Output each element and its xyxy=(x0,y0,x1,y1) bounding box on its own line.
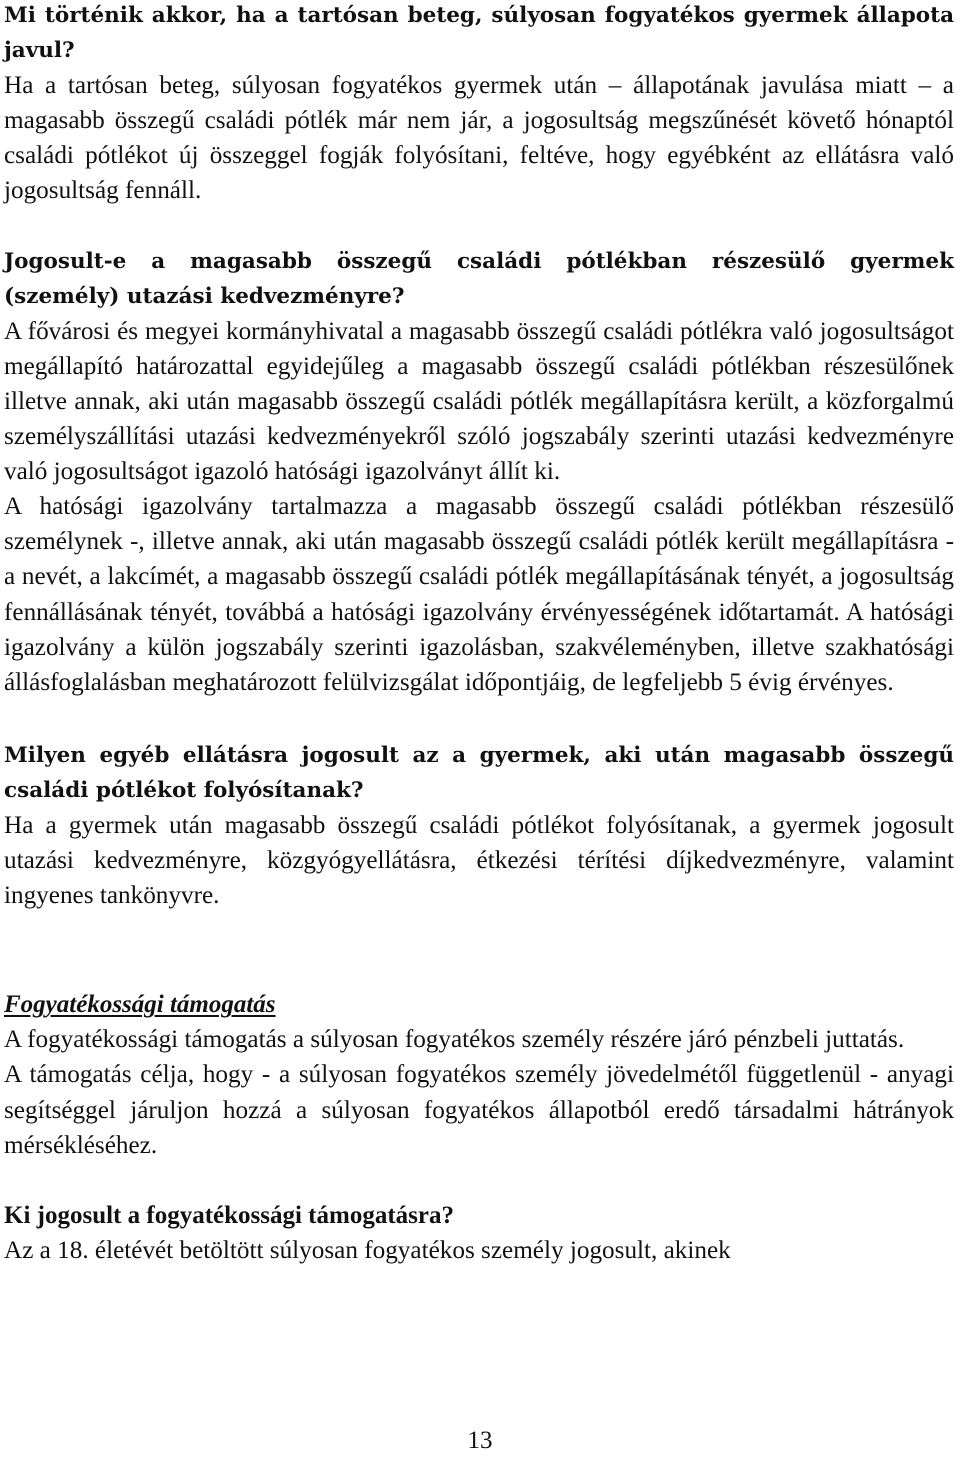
spacer xyxy=(4,209,954,244)
paragraph: A fogyatékossági támogatás a súlyosan fogyatékos személy részére járó pénzbeli juttatás. xyxy=(4,1026,905,1054)
paragraph: Ha a tartósan beteg, súlyosan fogyatékos gyermek után – állapotának javulása miatt – a magasabb összegű családi pótlék már nem jár, a jogosultság megszűnését követő hónaptól családi pótlékot új összeggel fogják folyósítani, feltéve, hogy egyébként az ellátásra való jogosultság fennáll. xyxy=(4,72,954,205)
paragraph: Ha a gyermek után magasabb összegű családi pótlékot folyósítanak, a gyermek jogosult utazási kedvezményre, közgyógyellátásra, étkezési térítési díjkedvezményre, valamint ingyenes tankönyvre. xyxy=(4,811,954,910)
section-condition-improves xyxy=(4,0,954,209)
section-who-is-eligible xyxy=(4,1198,954,1268)
section-disability-support xyxy=(4,987,954,1162)
section-heading: Mi történik akkor, ha a tartósan beteg, súlyosan fogyatékos gyermek állapota javul? xyxy=(4,3,954,64)
paragraph: Az a 18. életévét betöltött súlyosan fogyatékos személy jogosult, akinek xyxy=(4,1236,731,1264)
spacer xyxy=(4,700,954,738)
page-number: 13 xyxy=(467,1427,493,1454)
paragraph: A hatósági igazolvány tartalmazza a magasabb összegű családi pótlékban részesülő személynek -, illetve annak, aki után magasabb összegű családi pótlék került megállapításra - a nevét, a lakcímét, a magasabb összegű családi pótlék megállapításának tényét, a jogosultság fennállásának tényét, továbbá a hatósági igazolvány érvényességének időtartamát. A hatósági igazolvány a külön jogszabály szerinti igazolásban, szakvéleményben, illetve szakhatósági állásfoglalásban meghatározott felülvizsgálat időpontjáig, de legfeljebb 5 évig érvényes. xyxy=(4,493,954,696)
section-heading: Milyen egyéb ellátásra jogosult az a gyermek, aki után magasabb összegű családi pótlékot folyósítanak? xyxy=(4,742,954,803)
section-other-benefits xyxy=(4,738,954,913)
paragraph: A fővárosi és megyei kormányhivatal a magasabb összegű családi pótlékra való jogosultságot megállapító határozattal egyidejűleg a magasabb összegű családi pótlékban részesülőnek illetve annak, aki után magasabb összegű családi pótlék megállapításra került, a közforgalmú személyszállítási utazási kedvezményekről szóló jogszabály szerinti utazási kedvezményre való jogosultságot igazoló hatósági igazolványt állít ki. xyxy=(4,317,954,486)
section-heading: Fogyatékossági támogatás xyxy=(4,991,276,1019)
spacer xyxy=(4,1163,954,1198)
document-page xyxy=(4,0,954,1268)
section-travel-discount xyxy=(4,244,954,700)
spacer xyxy=(4,913,954,987)
section-heading: Jogosult-e a magasabb összegű családi pótlékban részesülő gyermek (személy) utazási kedvezményre? xyxy=(4,248,954,309)
section-heading: Ki jogosult a fogyatékossági támogatásra? xyxy=(4,1201,454,1229)
paragraph: A támogatás célja, hogy - a súlyosan fogyatékos személy jövedelmétől függetlenül - anyagi segítséggel járuljon hozzá a súlyosan fogyatékos állapotból eredő társadalmi hátrányok mérsékléséhez. xyxy=(4,1061,954,1159)
